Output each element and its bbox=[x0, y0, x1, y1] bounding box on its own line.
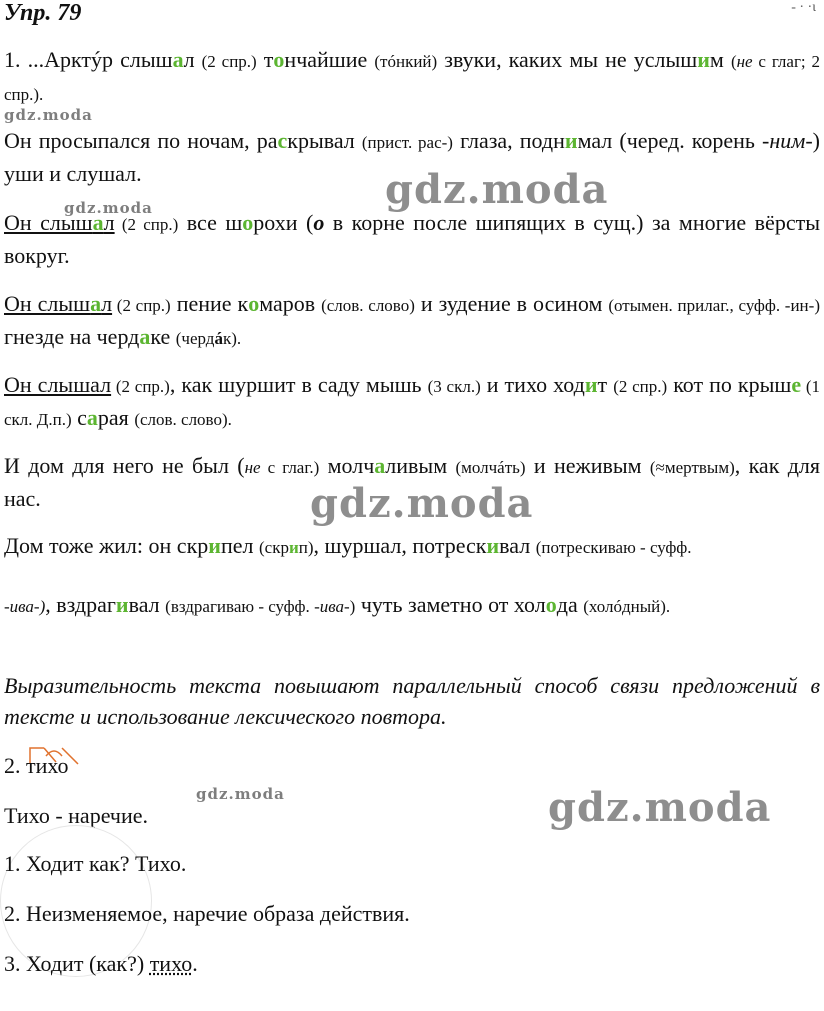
sentence-7: Дом тоже жил: он скрипел (скрип), шуршал, потрескивал (потрескиваю - суфф. bbox=[4, 533, 692, 558]
sentence-6: И дом для него не был (не с глаг.) молчаливым (молчáть) и неживым (≈мертвым), как для нас. bbox=[4, 453, 820, 511]
sentence-4: Он слышал (2 спр.) пение комаров (слов. слово) и зудение в осином (отымен. прилаг., суфф. -ин-) гнезде на чердаке (чердáк). bbox=[4, 291, 820, 349]
corner-mark: - · ·ι bbox=[791, 0, 816, 15]
sentence-3: Он слышал (2 спр.) все шорохи (о в корне после шипящих в сущ.) за многие вёрсты вокруг. bbox=[4, 210, 820, 268]
watermark-small-2: gdz.moda bbox=[64, 199, 153, 217]
watermark-big-1: gdz.moda bbox=[385, 166, 609, 213]
watermark-small-1: gdz.moda bbox=[4, 106, 93, 124]
watermark-big-3: gdz.moda bbox=[548, 784, 772, 831]
sentence-1: 1. ...Арктýр слышал (2 спр.) тончайшие (тóнкий) звуки, каких мы не услышим (не с глаг; 2 спр.). bbox=[4, 47, 821, 104]
sentence-2: Он просыпался по ночам, раскрывал (прист. рас-) глаза, поднимал (черед. корень -ним-) уши и слушал. bbox=[4, 128, 821, 186]
sentence-5: Он слышал (2 спр.), как шуршит в саду мышь (3 скл.) и тихо ходит (2 спр.) кот по крыше (1 скл. Д.п.) сарая (слов. слово). bbox=[4, 372, 821, 430]
exercise-title: Упр. 79 bbox=[4, 0, 82, 26]
part2-title: 2. тихо bbox=[4, 753, 69, 778]
part2-line-3: 2. Неизменяемое, наречие образа действия. bbox=[4, 901, 410, 926]
part2-line-2: 1. Ходит как? Тихо. bbox=[4, 851, 187, 876]
watermark-small-3: gdz.moda bbox=[196, 785, 285, 803]
conclusion-text: Выразительность текста повышают параллельный способ связи предложений в тексте и использование лексического повтора. bbox=[4, 673, 820, 729]
part2-line-4: 3. Ходит (как?) тихо. bbox=[4, 951, 198, 976]
part2-line-1: Тихо - наречие. bbox=[4, 803, 149, 828]
sentence-8: -ива-), вздрагивал (вздрагиваю - суфф. -ива-) чуть заметно от холода (холóдный). bbox=[4, 592, 671, 617]
watermark-big-2: gdz.moda bbox=[310, 480, 534, 527]
